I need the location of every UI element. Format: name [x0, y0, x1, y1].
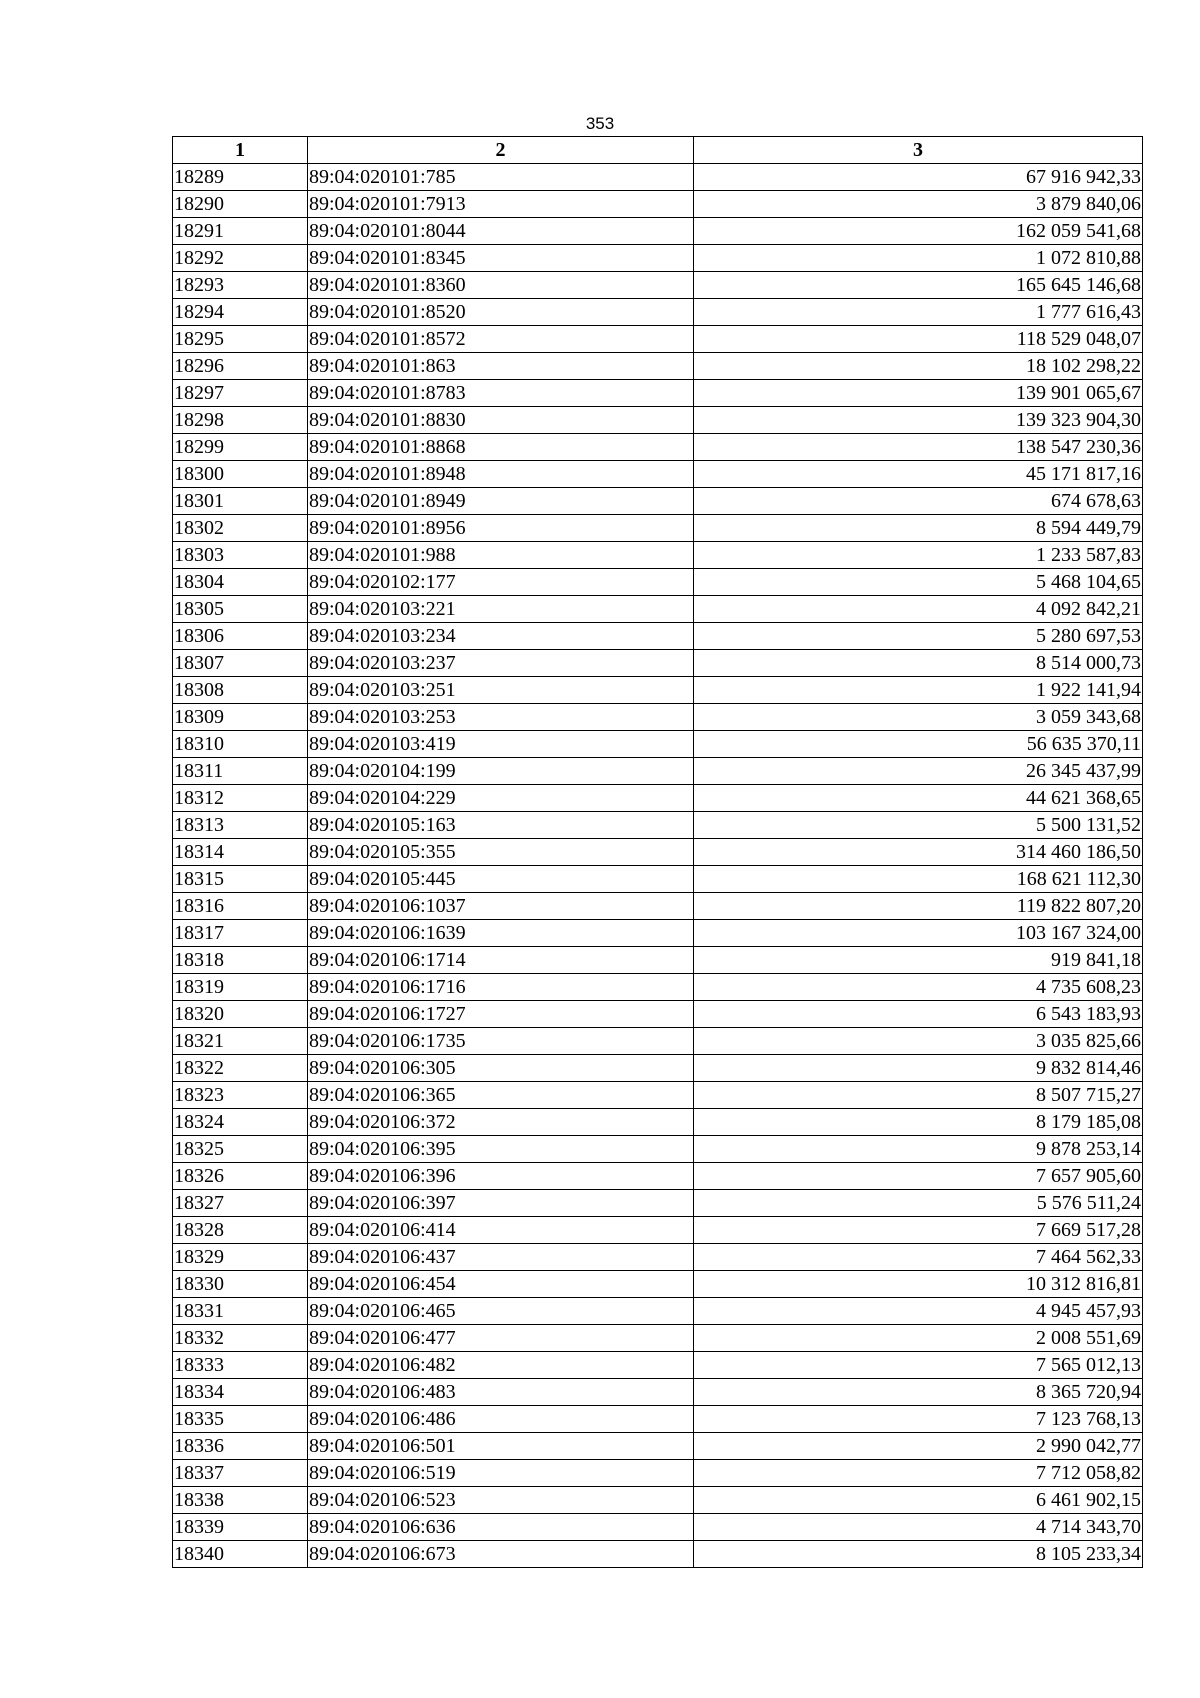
- row-number-cell: 18334: [173, 1379, 308, 1406]
- cadastral-number-cell: 89:04:020104:199: [308, 758, 694, 785]
- table-row: [173, 1271, 1143, 1298]
- value-cell: 103 167 324,00: [694, 920, 1143, 947]
- table-row: [173, 461, 1143, 488]
- row-number-cell: 18303: [173, 542, 308, 569]
- value-cell: 9 878 253,14: [694, 1136, 1143, 1163]
- table-row: [173, 785, 1143, 812]
- value-cell: 4 945 457,93: [694, 1298, 1143, 1325]
- row-number-cell: 18325: [173, 1136, 308, 1163]
- table-row: [173, 1433, 1143, 1460]
- value-cell: 2 008 551,69: [694, 1325, 1143, 1352]
- table-row: [173, 1190, 1143, 1217]
- cadastral-number-cell: 89:04:020106:482: [308, 1352, 694, 1379]
- header-row: [173, 137, 1143, 164]
- row-number-cell: 18304: [173, 569, 308, 596]
- table-row: [173, 272, 1143, 299]
- row-number-cell: 18310: [173, 731, 308, 758]
- value-cell: 162 059 541,68: [694, 218, 1143, 245]
- row-number-cell: 18289: [173, 164, 308, 191]
- cadastral-number-cell: 89:04:020106:673: [308, 1541, 694, 1568]
- cadastral-number-cell: 89:04:020106:397: [308, 1190, 694, 1217]
- value-cell: 6 543 183,93: [694, 1001, 1143, 1028]
- row-number-cell: 18324: [173, 1109, 308, 1136]
- value-cell: 168 621 112,30: [694, 866, 1143, 893]
- registry-table: [172, 136, 1143, 1568]
- row-number-cell: 18330: [173, 1271, 308, 1298]
- table-row: [173, 353, 1143, 380]
- table-row: [173, 299, 1143, 326]
- cadastral-number-cell: 89:04:020101:8360: [308, 272, 694, 299]
- table-row: [173, 893, 1143, 920]
- table-row: [173, 1055, 1143, 1082]
- row-number-cell: 18306: [173, 623, 308, 650]
- value-cell: 8 179 185,08: [694, 1109, 1143, 1136]
- row-number-cell: 18305: [173, 596, 308, 623]
- cadastral-number-cell: 89:04:020106:523: [308, 1487, 694, 1514]
- table-row: [173, 407, 1143, 434]
- value-cell: 7 565 012,13: [694, 1352, 1143, 1379]
- row-number-cell: 18291: [173, 218, 308, 245]
- cadastral-number-cell: 89:04:020103:251: [308, 677, 694, 704]
- table-row: [173, 218, 1143, 245]
- value-cell: 118 529 048,07: [694, 326, 1143, 353]
- row-number-cell: 18300: [173, 461, 308, 488]
- cadastral-number-cell: 89:04:020101:7913: [308, 191, 694, 218]
- row-number-cell: 18332: [173, 1325, 308, 1352]
- value-cell: 1 233 587,83: [694, 542, 1143, 569]
- cadastral-number-cell: 89:04:020101:988: [308, 542, 694, 569]
- table-row: [173, 245, 1143, 272]
- value-cell: 4 714 343,70: [694, 1514, 1143, 1541]
- cadastral-number-cell: 89:04:020106:519: [308, 1460, 694, 1487]
- value-cell: 8 514 000,73: [694, 650, 1143, 677]
- value-cell: 18 102 298,22: [694, 353, 1143, 380]
- row-number-cell: 18323: [173, 1082, 308, 1109]
- value-cell: 7 464 562,33: [694, 1244, 1143, 1271]
- value-cell: 4 735 608,23: [694, 974, 1143, 1001]
- table-row: [173, 758, 1143, 785]
- table-row: [173, 839, 1143, 866]
- row-number-cell: 18329: [173, 1244, 308, 1271]
- cadastral-number-cell: 89:04:020105:445: [308, 866, 694, 893]
- cadastral-number-cell: 89:04:020101:8830: [308, 407, 694, 434]
- row-number-cell: 18309: [173, 704, 308, 731]
- cadastral-number-cell: 89:04:020101:8956: [308, 515, 694, 542]
- table-row: [173, 1379, 1143, 1406]
- value-cell: 7 123 768,13: [694, 1406, 1143, 1433]
- row-number-cell: 18320: [173, 1001, 308, 1028]
- value-cell: 8 365 720,94: [694, 1379, 1143, 1406]
- cadastral-number-cell: 89:04:020101:8572: [308, 326, 694, 353]
- cadastral-number-cell: 89:04:020101:8520: [308, 299, 694, 326]
- cadastral-number-cell: 89:04:020106:1639: [308, 920, 694, 947]
- table-row: [173, 812, 1143, 839]
- page-number: 353: [585, 114, 615, 133]
- cadastral-number-cell: 89:04:020103:253: [308, 704, 694, 731]
- cadastral-number-cell: 89:04:020106:1716: [308, 974, 694, 1001]
- cadastral-number-cell: 89:04:020101:785: [308, 164, 694, 191]
- table-row: [173, 1325, 1143, 1352]
- column-header-2: 2: [308, 137, 694, 164]
- cadastral-number-cell: 89:04:020106:454: [308, 1271, 694, 1298]
- table-row: [173, 1217, 1143, 1244]
- table-row: [173, 596, 1143, 623]
- value-cell: 8 105 233,34: [694, 1541, 1143, 1568]
- value-cell: 56 635 370,11: [694, 731, 1143, 758]
- cadastral-number-cell: 89:04:020106:1714: [308, 947, 694, 974]
- row-number-cell: 18319: [173, 974, 308, 1001]
- value-cell: 5 468 104,65: [694, 569, 1143, 596]
- row-number-cell: 18307: [173, 650, 308, 677]
- table-row: [173, 488, 1143, 515]
- value-cell: 6 461 902,15: [694, 1487, 1143, 1514]
- row-number-cell: 18294: [173, 299, 308, 326]
- table-row: [173, 1136, 1143, 1163]
- row-number-cell: 18328: [173, 1217, 308, 1244]
- column-header-3: 3: [694, 137, 1143, 164]
- value-cell: 139 323 904,30: [694, 407, 1143, 434]
- row-number-cell: 18337: [173, 1460, 308, 1487]
- table-row: [173, 920, 1143, 947]
- table-row: [173, 1244, 1143, 1271]
- cadastral-number-cell: 89:04:020101:8783: [308, 380, 694, 407]
- row-number-cell: 18313: [173, 812, 308, 839]
- value-cell: 45 171 817,16: [694, 461, 1143, 488]
- cadastral-number-cell: 89:04:020101:8345: [308, 245, 694, 272]
- cadastral-number-cell: 89:04:020101:8948: [308, 461, 694, 488]
- row-number-cell: 18297: [173, 380, 308, 407]
- row-number-cell: 18290: [173, 191, 308, 218]
- row-number-cell: 18340: [173, 1541, 308, 1568]
- row-number-cell: 18315: [173, 866, 308, 893]
- value-cell: 8 507 715,27: [694, 1082, 1143, 1109]
- column-header-1: 1: [173, 137, 308, 164]
- row-number-cell: 18336: [173, 1433, 308, 1460]
- cadastral-number-cell: 89:04:020106:396: [308, 1163, 694, 1190]
- table-row: [173, 1001, 1143, 1028]
- table-row: [173, 704, 1143, 731]
- cadastral-number-cell: 89:04:020106:1727: [308, 1001, 694, 1028]
- table-row: [173, 542, 1143, 569]
- value-cell: 10 312 816,81: [694, 1271, 1143, 1298]
- table-row: [173, 1109, 1143, 1136]
- table-row: [173, 569, 1143, 596]
- cadastral-number-cell: 89:04:020101:8949: [308, 488, 694, 515]
- value-cell: 5 500 131,52: [694, 812, 1143, 839]
- table-row: [173, 1028, 1143, 1055]
- value-cell: 5 280 697,53: [694, 623, 1143, 650]
- row-number-cell: 18316: [173, 893, 308, 920]
- value-cell: 3 035 825,66: [694, 1028, 1143, 1055]
- table-row: [173, 1082, 1143, 1109]
- value-cell: 314 460 186,50: [694, 839, 1143, 866]
- cadastral-number-cell: 89:04:020105:355: [308, 839, 694, 866]
- cadastral-number-cell: 89:04:020103:221: [308, 596, 694, 623]
- row-number-cell: 18322: [173, 1055, 308, 1082]
- table-row: [173, 677, 1143, 704]
- table-row: [173, 1352, 1143, 1379]
- cadastral-number-cell: 89:04:020102:177: [308, 569, 694, 596]
- value-cell: 139 901 065,67: [694, 380, 1143, 407]
- cadastral-number-cell: 89:04:020106:477: [308, 1325, 694, 1352]
- cadastral-number-cell: 89:04:020104:229: [308, 785, 694, 812]
- table-row: [173, 974, 1143, 1001]
- table-row: [173, 650, 1143, 677]
- table-row: [173, 1298, 1143, 1325]
- value-cell: 9 832 814,46: [694, 1055, 1143, 1082]
- row-number-cell: 18327: [173, 1190, 308, 1217]
- value-cell: 3 879 840,06: [694, 191, 1143, 218]
- table-row: [173, 623, 1143, 650]
- value-cell: 44 621 368,65: [694, 785, 1143, 812]
- row-number-cell: 18335: [173, 1406, 308, 1433]
- cadastral-number-cell: 89:04:020106:1735: [308, 1028, 694, 1055]
- value-cell: 165 645 146,68: [694, 272, 1143, 299]
- row-number-cell: 18339: [173, 1514, 308, 1541]
- value-cell: 67 916 942,33: [694, 164, 1143, 191]
- table-body: [173, 164, 1143, 1568]
- value-cell: 2 990 042,77: [694, 1433, 1143, 1460]
- table-row: [173, 164, 1143, 191]
- value-cell: 1 922 141,94: [694, 677, 1143, 704]
- row-number-cell: 18326: [173, 1163, 308, 1190]
- cadastral-number-cell: 89:04:020101:8044: [308, 218, 694, 245]
- cadastral-number-cell: 89:04:020106:483: [308, 1379, 694, 1406]
- value-cell: 8 594 449,79: [694, 515, 1143, 542]
- value-cell: 3 059 343,68: [694, 704, 1143, 731]
- cadastral-number-cell: 89:04:020106:305: [308, 1055, 694, 1082]
- row-number-cell: 18317: [173, 920, 308, 947]
- row-number-cell: 18311: [173, 758, 308, 785]
- value-cell: 119 822 807,20: [694, 893, 1143, 920]
- cadastral-number-cell: 89:04:020106:501: [308, 1433, 694, 1460]
- table-row: [173, 1514, 1143, 1541]
- cadastral-number-cell: 89:04:020103:234: [308, 623, 694, 650]
- value-cell: 919 841,18: [694, 947, 1143, 974]
- row-number-cell: 18298: [173, 407, 308, 434]
- value-cell: 5 576 511,24: [694, 1190, 1143, 1217]
- cadastral-number-cell: 89:04:020103:237: [308, 650, 694, 677]
- table-row: [173, 191, 1143, 218]
- table-row: [173, 1460, 1143, 1487]
- value-cell: 138 547 230,36: [694, 434, 1143, 461]
- row-number-cell: 18299: [173, 434, 308, 461]
- cadastral-number-cell: 89:04:020106:1037: [308, 893, 694, 920]
- table-row: [173, 947, 1143, 974]
- value-cell: 4 092 842,21: [694, 596, 1143, 623]
- table-row: [173, 1541, 1143, 1568]
- row-number-cell: 18302: [173, 515, 308, 542]
- row-number-cell: 18333: [173, 1352, 308, 1379]
- row-number-cell: 18312: [173, 785, 308, 812]
- value-cell: 674 678,63: [694, 488, 1143, 515]
- row-number-cell: 18295: [173, 326, 308, 353]
- row-number-cell: 18293: [173, 272, 308, 299]
- value-cell: 7 657 905,60: [694, 1163, 1143, 1190]
- value-cell: 1 072 810,88: [694, 245, 1143, 272]
- row-number-cell: 18321: [173, 1028, 308, 1055]
- row-number-cell: 18308: [173, 677, 308, 704]
- row-number-cell: 18292: [173, 245, 308, 272]
- value-cell: 26 345 437,99: [694, 758, 1143, 785]
- cadastral-number-cell: 89:04:020106:636: [308, 1514, 694, 1541]
- cadastral-number-cell: 89:04:020106:465: [308, 1298, 694, 1325]
- table-row: [173, 1406, 1143, 1433]
- table-header: [173, 137, 1143, 164]
- table-row: [173, 380, 1143, 407]
- cadastral-number-cell: 89:04:020106:372: [308, 1109, 694, 1136]
- table-row: [173, 326, 1143, 353]
- table-row: [173, 731, 1143, 758]
- value-cell: 7 669 517,28: [694, 1217, 1143, 1244]
- cadastral-number-cell: 89:04:020106:395: [308, 1136, 694, 1163]
- cadastral-number-cell: 89:04:020106:437: [308, 1244, 694, 1271]
- table-row: [173, 1487, 1143, 1514]
- cadastral-number-cell: 89:04:020101:8868: [308, 434, 694, 461]
- row-number-cell: 18338: [173, 1487, 308, 1514]
- cadastral-number-cell: 89:04:020106:365: [308, 1082, 694, 1109]
- cadastral-number-cell: 89:04:020105:163: [308, 812, 694, 839]
- row-number-cell: 18331: [173, 1298, 308, 1325]
- value-cell: 1 777 616,43: [694, 299, 1143, 326]
- cadastral-number-cell: 89:04:020106:486: [308, 1406, 694, 1433]
- table-row: [173, 1163, 1143, 1190]
- cadastral-number-cell: 89:04:020106:414: [308, 1217, 694, 1244]
- table-row: [173, 515, 1143, 542]
- cadastral-number-cell: 89:04:020101:863: [308, 353, 694, 380]
- row-number-cell: 18296: [173, 353, 308, 380]
- row-number-cell: 18318: [173, 947, 308, 974]
- table-row: [173, 866, 1143, 893]
- row-number-cell: 18314: [173, 839, 308, 866]
- cadastral-number-cell: 89:04:020103:419: [308, 731, 694, 758]
- value-cell: 7 712 058,82: [694, 1460, 1143, 1487]
- table-row: [173, 434, 1143, 461]
- row-number-cell: 18301: [173, 488, 308, 515]
